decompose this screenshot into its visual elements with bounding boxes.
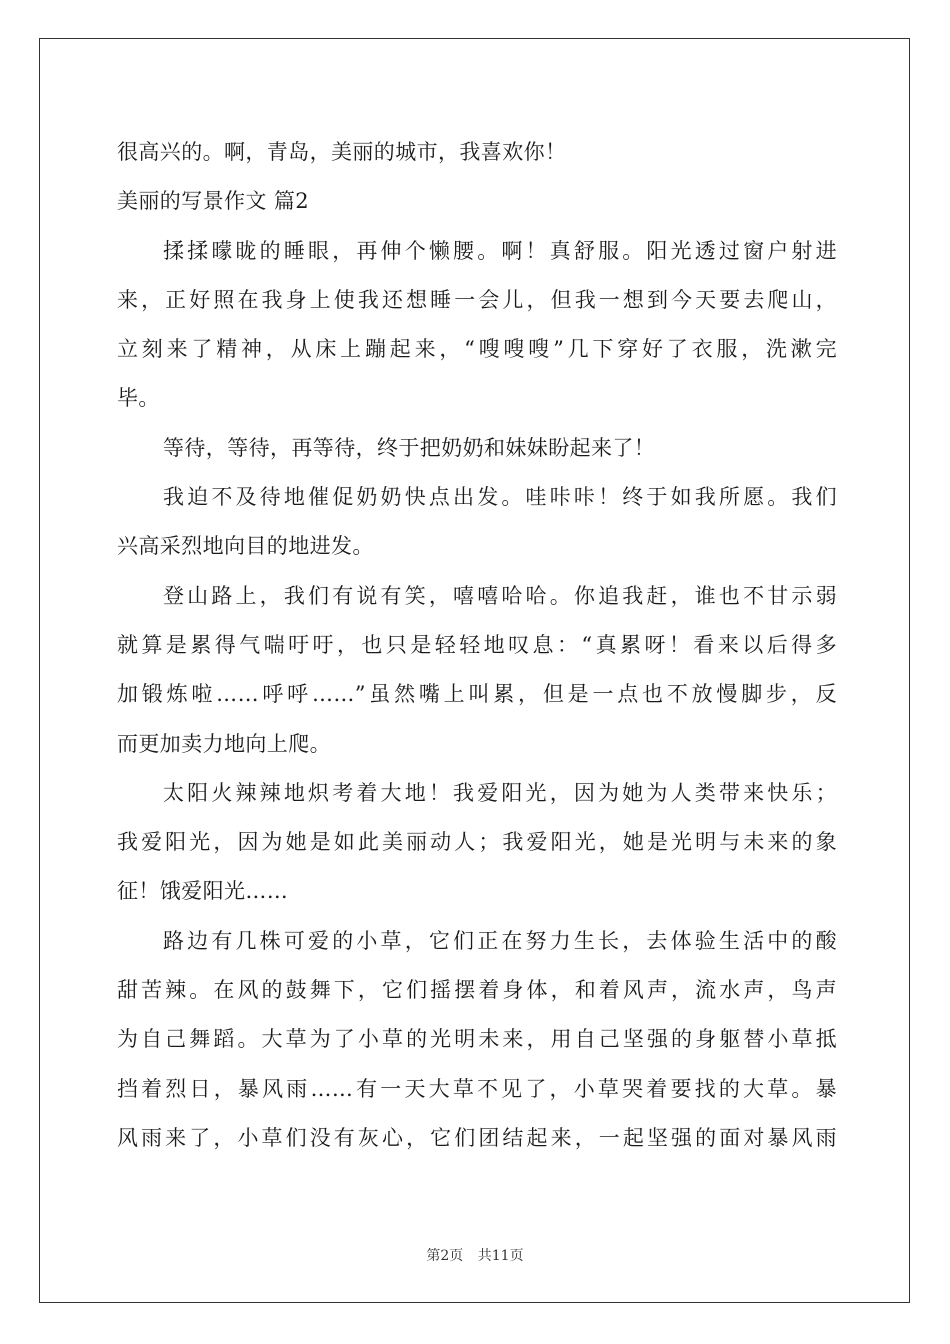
text-line: 兴高采烈地向目的地进发。 <box>117 534 374 559</box>
text-line: 太阳火辣辣地炽考着大地！我爱阳光，因为她为人类带来快乐； <box>163 780 837 805</box>
text-line: 来，正好照在我身上使我还想睡一会儿，但我一想到今天要去爬山， <box>117 287 837 312</box>
document-body <box>117 130 837 1165</box>
text-line: 登山路上，我们有说有笑，嘻嘻哈哈。你追我赶，谁也不甘示弱 <box>163 583 837 608</box>
page-number: 第2页 <box>426 1248 464 1264</box>
text-line: 我迫不及待地催促奶奶快点出发。哇咔咔！终于如我所愿。我们 <box>163 485 837 510</box>
section-heading: 美丽的写景作文 篇2 <box>117 189 310 214</box>
text-line: 征！饿爱阳光…… <box>117 879 289 904</box>
text-line: 揉揉曚昽的睡眼，再伸个懒腰。啊！真舒服。阳光透过窗户射进 <box>163 238 837 263</box>
page-count: 共11页 <box>477 1248 524 1264</box>
text-line: 风雨来了，小草们没有灰心，它们团结起来，一起坚强的面对暴风雨 <box>117 1125 837 1150</box>
text-line: 为自己舞蹈。大草为了小草的光明未来，用自己坚强的身躯替小草抵 <box>117 1027 837 1052</box>
text-line: 立刻来了精神，从床上蹦起来，“嗖嗖嗖”几下穿好了衣服，洗漱完 <box>117 337 837 362</box>
page-footer <box>0 1245 950 1265</box>
text-line: 挡着烈日，暴风雨……有一天大草不见了，小草哭着要找的大草。暴 <box>117 1076 837 1101</box>
text-line: 毕。 <box>117 386 160 411</box>
text-line: 甜苦辣。在风的鼓舞下，它们摇摆着身体，和着风声，流水声，鸟声 <box>117 978 837 1003</box>
text-line: 加锻炼啦……呼呼……”虽然嘴上叫累，但是一点也不放慢脚步，反 <box>117 682 837 707</box>
text-line: 很高兴的。啊，青岛，美丽的城市，我喜欢你！ <box>117 140 567 164</box>
text-line: 路边有几株可爱的小草，它们正在努力生长，去体验生活中的酸 <box>163 928 837 953</box>
text-line: 我爱阳光，因为她是如此美丽动人；我爱阳光，她是光明与未来的象 <box>117 830 837 855</box>
text-line: 等待，等待，再等待，终于把奶奶和妹妹盼起来了！ <box>163 435 656 460</box>
text-line: 就算是累得气喘吁吁，也只是轻轻地叹息：“真累呀！看来以后得多 <box>117 632 837 657</box>
text-line: 而更加卖力地向上爬。 <box>117 731 331 756</box>
